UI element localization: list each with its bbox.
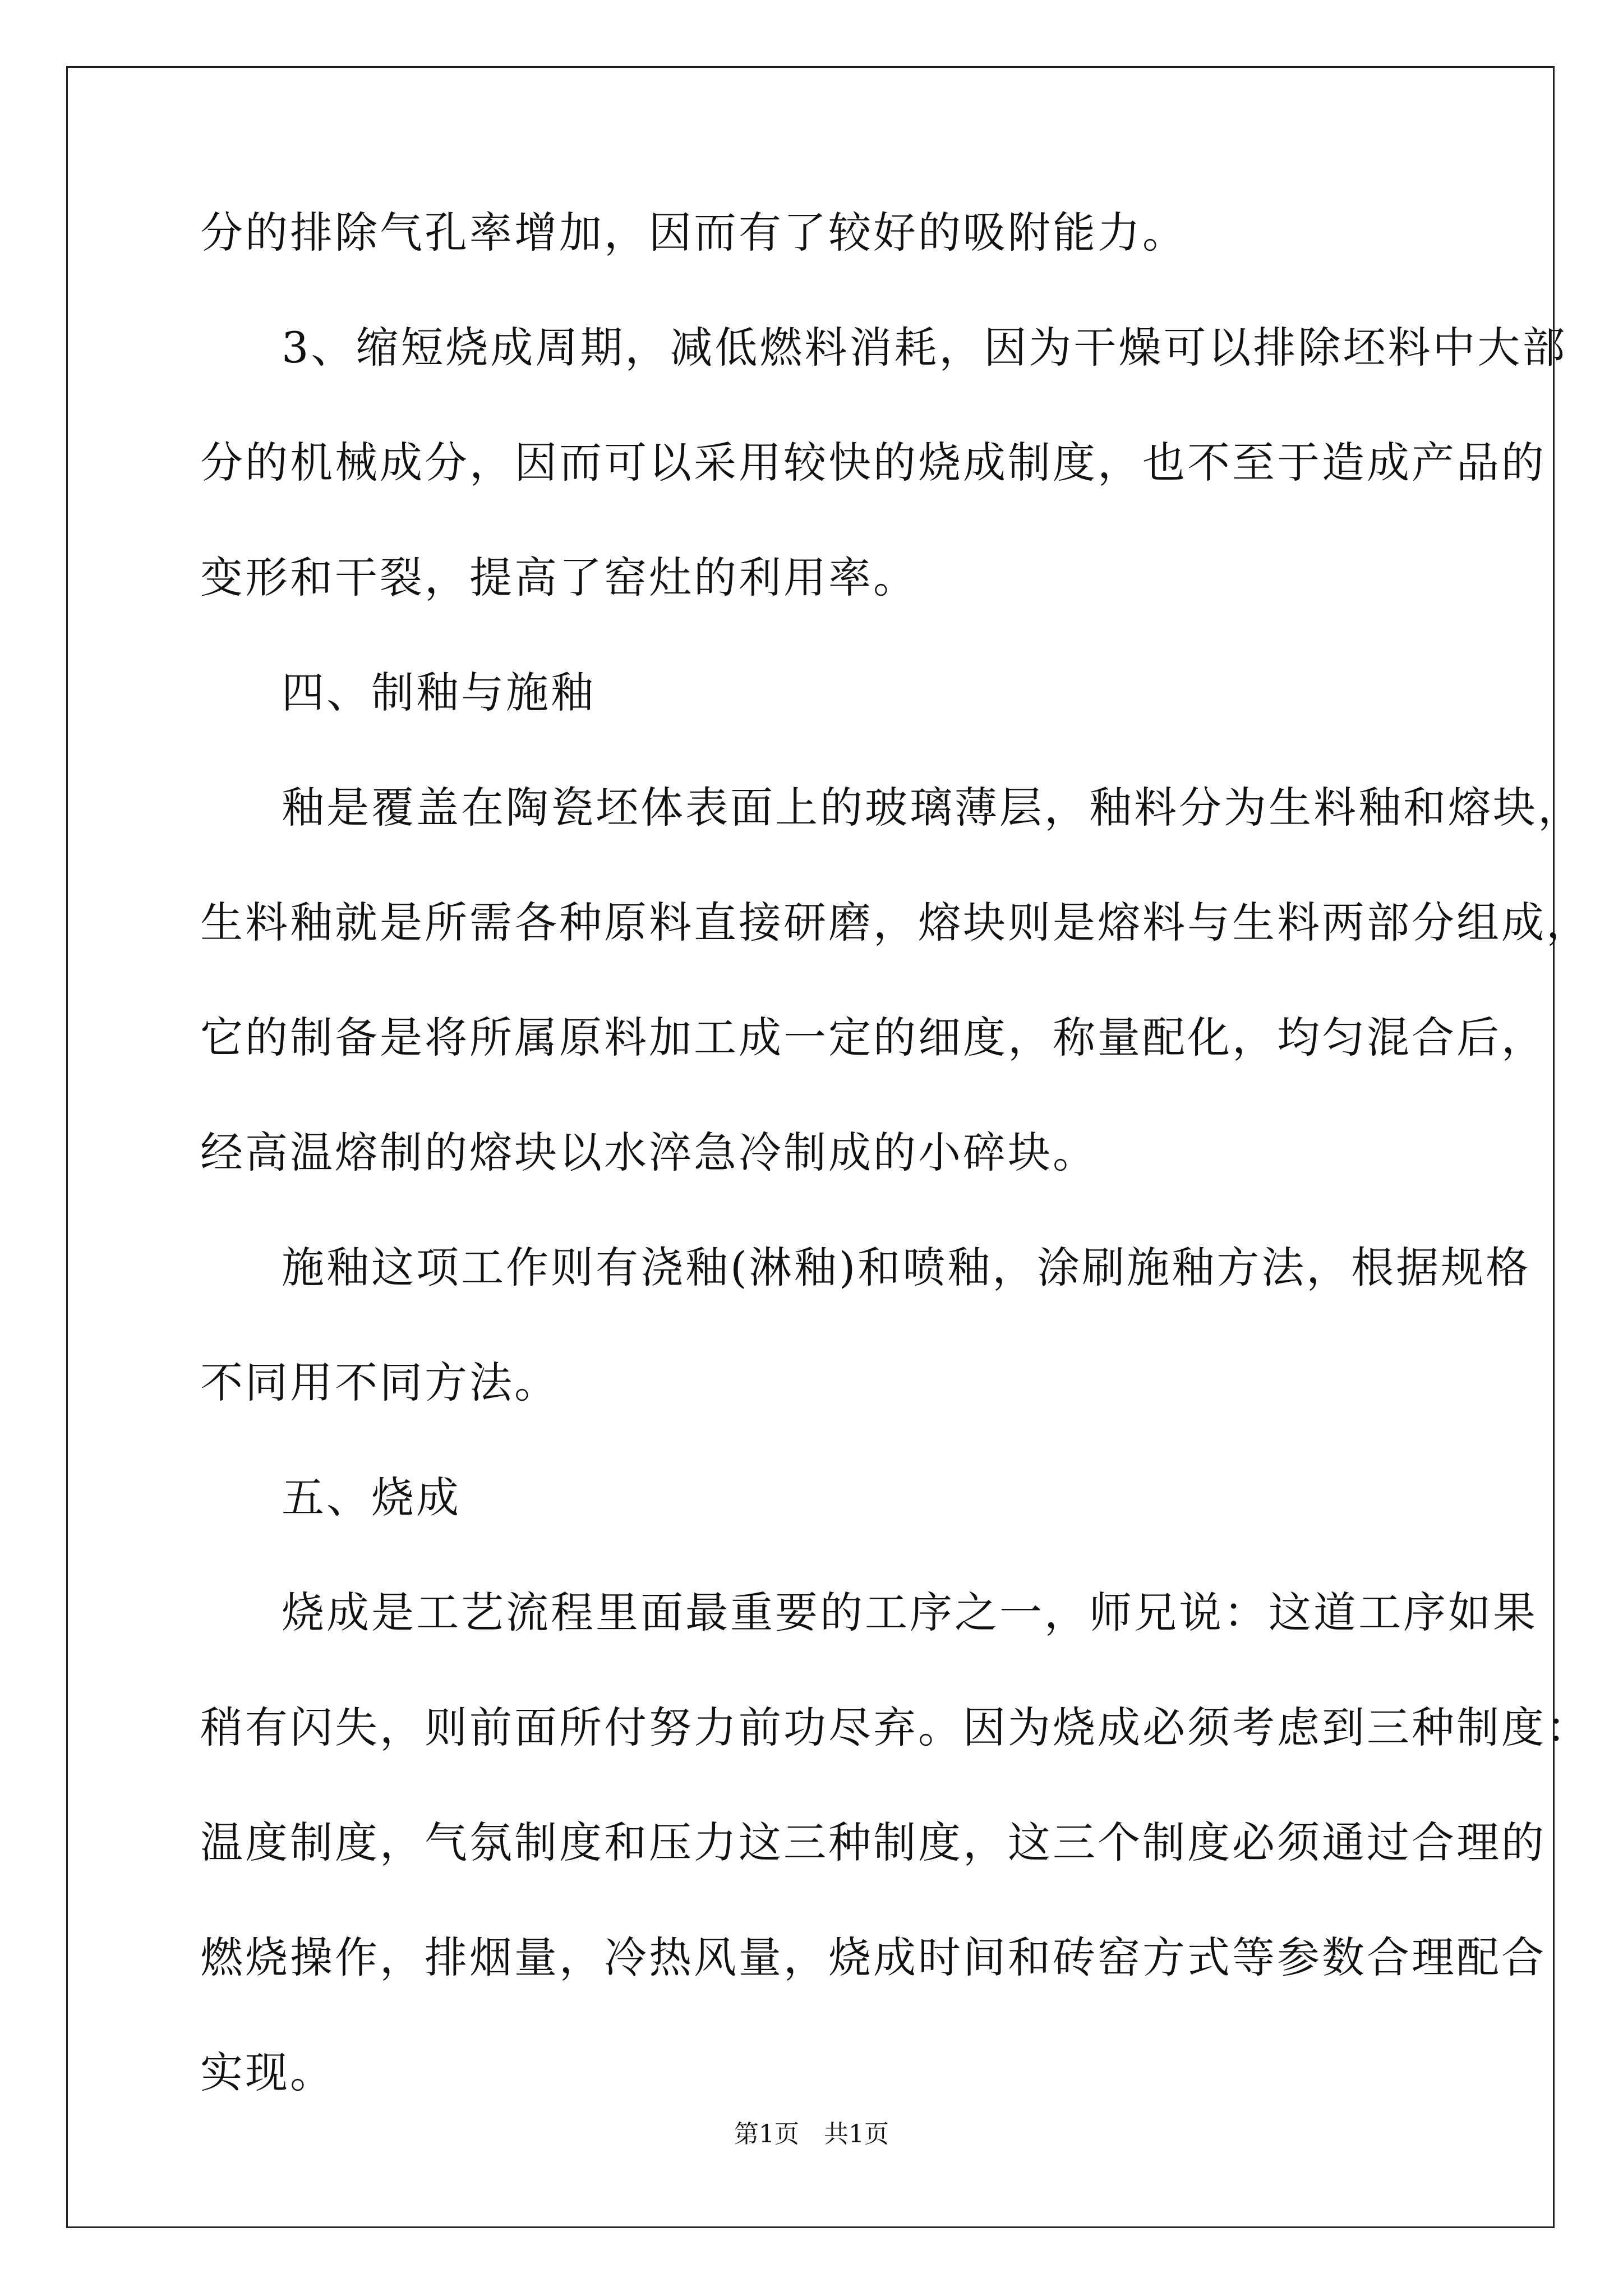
text-line: 施釉这项工作则有浇釉(淋釉)和喷釉，涂刷施釉方法，根据规格 <box>282 1243 1531 1292</box>
text-line: 实现。 <box>200 2047 335 2097</box>
text-line: 经高温熔制的熔块以水淬急冷制成的小碎块。 <box>200 1128 1098 1177</box>
text-line: 不同用不同方法。 <box>200 1358 559 1407</box>
page-footer: 第1页 共1页 <box>734 2120 889 2148</box>
text-line: 变形和干裂，提高了窑灶的利用率。 <box>200 553 918 602</box>
section-heading: 四、制釉与施釉 <box>282 668 596 717</box>
text-line: 烧成是工艺流程里面最重要的工序之一，师兄说：这道工序如果 <box>282 1588 1538 1637</box>
text-line: 釉是覆盖在陶瓷坯体表面上的玻璃薄层，釉料分为生料釉和熔块， <box>282 783 1583 832</box>
text-line: 燃烧操作，排烟量，冷热风量，烧成时间和砖窑方式等参数合理配合 <box>200 1932 1546 1982</box>
text-line: 温度制度，气氛制度和压力这三种制度，这三个制度必须通过合理的 <box>200 1818 1546 1867</box>
text-line: 分的排除气孔率增加，因而有了较好的吸附能力。 <box>200 208 1187 257</box>
text-line: 生料釉就是所需各种原料直接研磨，熔块则是熔料与生料两部分组成， <box>200 898 1591 947</box>
text-line: 分的机械成分，因而可以采用较快的烧成制度，也不至于造成产品的 <box>200 438 1546 487</box>
text-line: 3、缩短烧成周期，减低燃料消耗，因为干燥可以排除坯料中大部 <box>282 323 1567 372</box>
text-line: 它的制备是将所属原料加工成一定的细度，称量配化，均匀混合后， <box>200 1013 1546 1062</box>
text-line: 稍有闪失，则前面所付努力前功尽弃。因为烧成必须考虑到三种制度： <box>200 1703 1591 1752</box>
section-heading: 五、烧成 <box>282 1473 461 1522</box>
